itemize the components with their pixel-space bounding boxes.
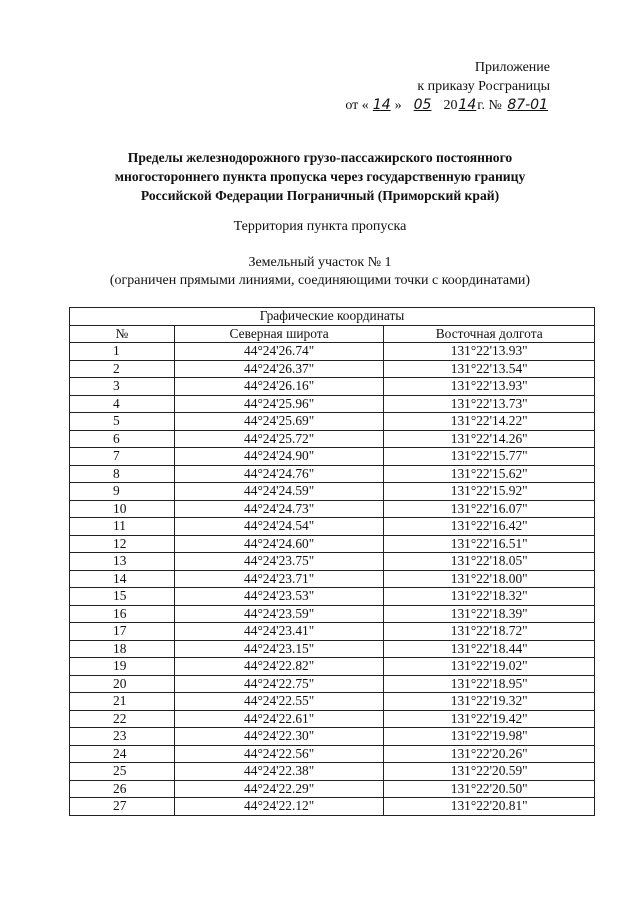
appendix-order-ref: к приказу Росграницы — [417, 79, 550, 94]
title-line-2: многостороннего пункта пропуска через государственную границу — [114, 169, 526, 184]
point-number-cell: 13 — [70, 553, 175, 571]
table-row — [70, 395, 595, 413]
header-latitude: Северная широта — [174, 325, 384, 343]
header-longitude: Восточная долгота — [384, 325, 595, 343]
longitude-cell: 131°22'20.50" — [384, 780, 595, 798]
latitude-cell: 44°24'24.73" — [174, 500, 384, 518]
point-number-cell: 19 — [70, 658, 175, 676]
handwritten-order-number: 87-01 — [507, 97, 548, 113]
latitude-cell: 44°24'22.29" — [174, 780, 384, 798]
handwritten-year: 14 — [458, 97, 477, 113]
longitude-cell: 131°22'13.93" — [384, 378, 595, 396]
point-number-cell: 9 — [70, 483, 175, 501]
table-row — [70, 675, 595, 693]
table-row — [70, 710, 595, 728]
point-number-cell: 4 — [70, 395, 175, 413]
latitude-cell: 44°24'23.15" — [174, 640, 384, 658]
latitude-cell: 44°24'24.60" — [174, 535, 384, 553]
table-row — [70, 378, 595, 396]
appendix-header — [345, 58, 550, 115]
latitude-cell: 44°24'22.61" — [174, 710, 384, 728]
longitude-cell: 131°22'18.39" — [384, 605, 595, 623]
latitude-cell: 44°24'22.30" — [174, 728, 384, 746]
point-number-cell: 12 — [70, 535, 175, 553]
table-row — [70, 780, 595, 798]
point-number-cell: 3 — [70, 378, 175, 396]
title-line-1: Пределы железнодорожного грузо-пассажирского постоянного — [127, 150, 513, 165]
latitude-cell: 44°24'24.90" — [174, 448, 384, 466]
point-number-cell: 10 — [70, 500, 175, 518]
longitude-cell: 131°22'18.00" — [384, 570, 595, 588]
latitude-cell: 44°24'26.37" — [174, 360, 384, 378]
latitude-cell: 44°24'23.53" — [174, 588, 384, 606]
latitude-cell: 44°24'24.76" — [174, 465, 384, 483]
table-row — [70, 728, 595, 746]
table-row — [70, 640, 595, 658]
longitude-cell: 131°22'15.77" — [384, 448, 595, 466]
longitude-cell: 131°22'20.81" — [384, 798, 595, 816]
point-number-cell: 6 — [70, 430, 175, 448]
title-line-3: Российской Федерации Пограничный (Приморский край) — [140, 188, 500, 203]
longitude-cell: 131°22'15.62" — [384, 465, 595, 483]
table-row — [70, 553, 595, 571]
document-title — [0, 148, 640, 205]
point-number-cell: 25 — [70, 763, 175, 781]
point-number-cell: 1 — [70, 343, 175, 361]
point-number-cell: 5 — [70, 413, 175, 431]
longitude-cell: 131°22'16.07" — [384, 500, 595, 518]
longitude-cell: 131°22'18.72" — [384, 623, 595, 641]
longitude-cell: 131°22'19.98" — [384, 728, 595, 746]
handwritten-month: 05 — [413, 97, 432, 113]
longitude-cell: 131°22'14.26" — [384, 430, 595, 448]
point-number-cell: 2 — [70, 360, 175, 378]
table-row — [70, 500, 595, 518]
table-row — [70, 535, 595, 553]
longitude-cell: 131°22'13.93" — [384, 343, 595, 361]
table-row — [70, 570, 595, 588]
latitude-cell: 44°24'22.55" — [174, 693, 384, 711]
point-number-cell: 22 — [70, 710, 175, 728]
point-number-cell: 16 — [70, 605, 175, 623]
longitude-cell: 131°22'16.42" — [384, 518, 595, 536]
point-number-cell: 24 — [70, 745, 175, 763]
latitude-cell: 44°24'26.16" — [174, 378, 384, 396]
point-number-cell: 26 — [70, 780, 175, 798]
point-number-cell: 15 — [70, 588, 175, 606]
table-row — [70, 430, 595, 448]
point-number-cell: 17 — [70, 623, 175, 641]
table-row — [70, 483, 595, 501]
latitude-cell: 44°24'25.69" — [174, 413, 384, 431]
table-row — [70, 448, 595, 466]
handwritten-day: 14 — [372, 97, 391, 113]
appendix-date-line — [345, 96, 550, 115]
table-row — [70, 605, 595, 623]
latitude-cell: 44°24'22.56" — [174, 745, 384, 763]
latitude-cell: 44°24'24.54" — [174, 518, 384, 536]
point-number-cell: 18 — [70, 640, 175, 658]
longitude-cell: 131°22'19.32" — [384, 693, 595, 711]
parcel-description: (ограничен прямыми линиями, соединяющими точки с координатами) — [109, 273, 531, 288]
parcel-heading — [0, 254, 640, 290]
point-number-cell: 11 — [70, 518, 175, 536]
table-row — [70, 623, 595, 641]
longitude-cell: 131°22'19.42" — [384, 710, 595, 728]
longitude-cell: 131°22'19.02" — [384, 658, 595, 676]
latitude-cell: 44°24'23.41" — [174, 623, 384, 641]
table-row — [70, 745, 595, 763]
table-row — [70, 343, 595, 361]
latitude-cell: 44°24'23.59" — [174, 605, 384, 623]
longitude-cell: 131°22'18.05" — [384, 553, 595, 571]
longitude-cell: 131°22'18.95" — [384, 675, 595, 693]
longitude-cell: 131°22'13.54" — [384, 360, 595, 378]
longitude-cell: 131°22'20.59" — [384, 763, 595, 781]
longitude-cell: 131°22'20.26" — [384, 745, 595, 763]
latitude-cell: 44°24'26.74" — [174, 343, 384, 361]
longitude-cell: 131°22'13.73" — [384, 395, 595, 413]
order-prefix: г. № — [477, 98, 502, 113]
parcel-title: Земельный участок № 1 — [248, 255, 392, 270]
point-number-cell: 14 — [70, 570, 175, 588]
latitude-cell: 44°24'25.72" — [174, 430, 384, 448]
table-row — [70, 763, 595, 781]
latitude-cell: 44°24'23.75" — [174, 553, 384, 571]
latitude-cell: 44°24'24.59" — [174, 483, 384, 501]
table-row — [70, 360, 595, 378]
longitude-cell: 131°22'14.22" — [384, 413, 595, 431]
longitude-cell: 131°22'16.51" — [384, 535, 595, 553]
table-row — [70, 693, 595, 711]
latitude-cell: 44°24'23.71" — [174, 570, 384, 588]
table-row — [70, 798, 595, 816]
latitude-cell: 44°24'22.82" — [174, 658, 384, 676]
table-row — [70, 465, 595, 483]
point-number-cell: 27 — [70, 798, 175, 816]
longitude-cell: 131°22'15.92" — [384, 483, 595, 501]
date-day-suffix: » — [394, 98, 402, 113]
point-number-cell: 7 — [70, 448, 175, 466]
header-number: № — [70, 325, 175, 343]
date-prefix: от « — [345, 98, 369, 113]
point-number-cell: 8 — [70, 465, 175, 483]
latitude-cell: 44°24'25.96" — [174, 395, 384, 413]
point-number-cell: 21 — [70, 693, 175, 711]
longitude-cell: 131°22'18.44" — [384, 640, 595, 658]
latitude-cell: 44°24'22.12" — [174, 798, 384, 816]
appendix-title: Приложение — [474, 60, 550, 75]
longitude-cell: 131°22'18.32" — [384, 588, 595, 606]
table-row — [70, 413, 595, 431]
year-prefix: 20 — [443, 98, 458, 113]
point-number-cell: 23 — [70, 728, 175, 746]
table-row — [70, 658, 595, 676]
table-row — [70, 518, 595, 536]
table-row — [70, 588, 595, 606]
latitude-cell: 44°24'22.38" — [174, 763, 384, 781]
table-caption: Графические координаты — [70, 308, 595, 326]
coordinates-table — [69, 307, 595, 816]
point-number-cell: 20 — [70, 675, 175, 693]
territory-heading: Территория пункта пропуска — [233, 219, 407, 234]
latitude-cell: 44°24'22.75" — [174, 675, 384, 693]
